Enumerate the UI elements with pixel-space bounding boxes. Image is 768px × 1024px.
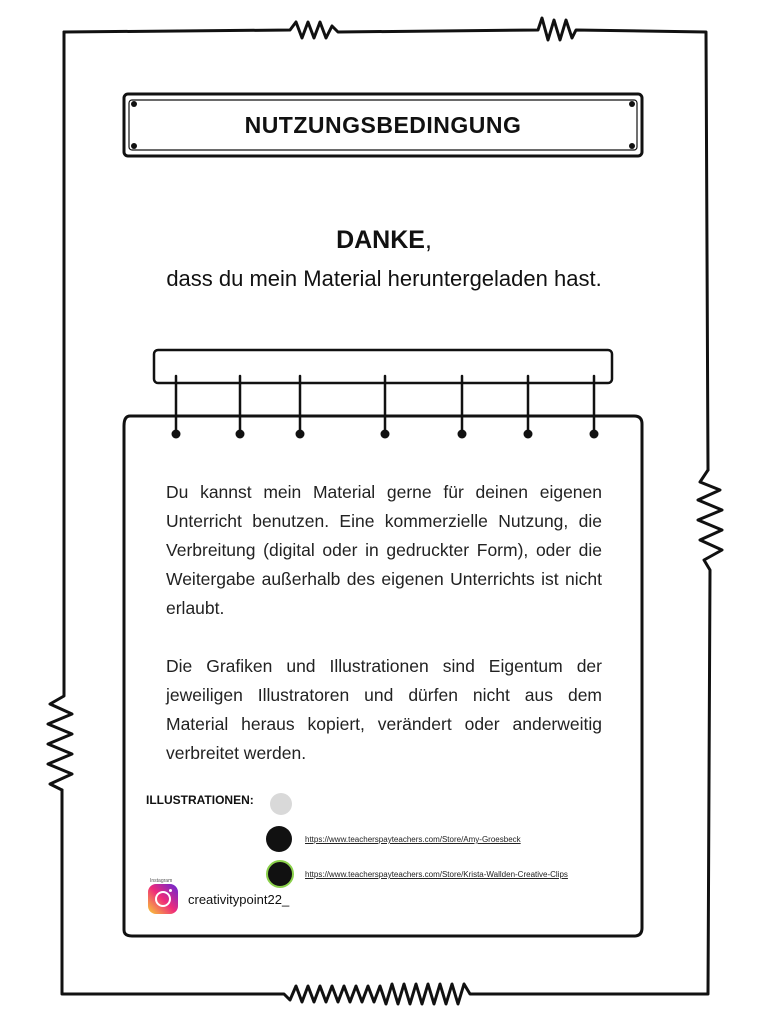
terms-paragraph-graphics: Die Grafiken und Illustrationen sind Eigentum der jeweiligen Illustratoren und dürfen nicht aus dem Material heraus kopiert, verändert oder anderweitig verbreitet werden. [166,656,602,763]
terms-paragraph-usage: Du kannst mein Material gerne für deinen eigenen Unterricht benutzen. Eine kommerzielle Nutzung, die Verbreitung (digital oder in gedruckter Form), oder die Weitergabe außerhalb des eigenen Unterrichts ist nicht erlaubt. [166,482,602,618]
terms-text [166,478,602,797]
instagram-handle[interactable]: creativitypoint22_ [188,892,290,907]
thanks-bold: DANKE [336,226,425,254]
illustrator-logo-3 [266,860,294,888]
instagram-icon[interactable] [148,884,178,914]
thanks-subtitle: dass du mein Material heruntergeladen hast. [166,266,602,291]
illustrations-label: ILLUSTRATIONEN: [146,793,254,807]
instagram-tag: Instagram [150,878,173,884]
illustrator-logo-1 [270,793,292,815]
illustrator-link-krista-wallden[interactable]: https://www.teacherspayteachers.com/Store/Krista-Wallden-Creative-Clips [305,870,568,879]
illustrator-link-amy-groesbeck[interactable]: https://www.teacherspayteachers.com/Store/Amy-Groesbeck [305,835,521,844]
illustrator-logo-2 [266,826,292,852]
thanks-comma: , [424,226,432,254]
page-title: NUTZUNGSBEDINGUNG [244,111,522,138]
